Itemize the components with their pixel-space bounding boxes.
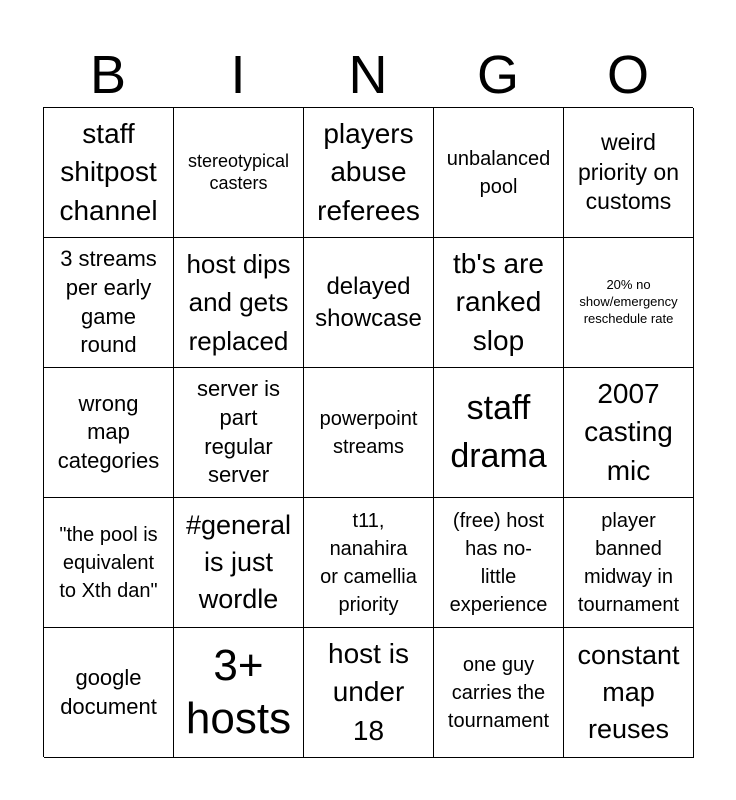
bingo-cell[interactable] — [304, 368, 434, 498]
bingo-cell[interactable] — [434, 368, 564, 498]
bingo-cell[interactable] — [304, 628, 434, 758]
cell-text: host is under 18 — [328, 637, 409, 746]
bingo-cell[interactable] — [174, 498, 304, 628]
bingo-cell[interactable] — [434, 498, 564, 628]
cell-text: constant map reuses — [577, 640, 680, 744]
cell-text: staff shitpost channel — [59, 117, 158, 226]
bingo-cell[interactable] — [564, 628, 694, 758]
cell-text: stereotypical casters — [187, 150, 290, 193]
bingo-cell[interactable] — [564, 108, 694, 238]
cell-text: 20% no show/emergency reschedule rate — [579, 277, 678, 326]
bingo-cell[interactable] — [564, 238, 694, 368]
cell-text: google document — [60, 664, 157, 719]
header-letter-o: O — [606, 45, 649, 105]
cell-text: staff drama — [450, 388, 547, 475]
cell-text: 3+ hosts — [185, 640, 292, 743]
bingo-cell[interactable] — [174, 238, 304, 368]
bingo-cell[interactable] — [564, 368, 694, 498]
bingo-cell[interactable] — [434, 108, 564, 238]
header-letter-n: N — [348, 45, 388, 105]
cell-text: tb's are ranked slop — [453, 247, 544, 356]
bingo-cell[interactable] — [44, 628, 174, 758]
cell-text: weird priority on customs — [578, 129, 679, 215]
bingo-cell[interactable] — [434, 238, 564, 368]
bingo-cell[interactable] — [174, 108, 304, 238]
cell-text: one guy carries the tournament — [447, 653, 550, 732]
bingo-cell[interactable] — [174, 628, 304, 758]
cell-text: "the pool is equivalent to Xth dan" — [59, 523, 158, 602]
bingo-cell[interactable] — [564, 498, 694, 628]
cell-text: powerpoint streams — [319, 407, 418, 458]
bingo-cell[interactable] — [304, 498, 434, 628]
cell-text: 3 streams per early game round — [60, 246, 157, 358]
bingo-cell[interactable] — [304, 108, 434, 238]
cell-text: wrong map categories — [57, 390, 160, 473]
bingo-cell[interactable] — [304, 238, 434, 368]
bingo-cell[interactable] — [44, 368, 174, 498]
cell-text: #general is just wordle — [185, 510, 292, 614]
cell-text: t11, nanahira or camellia priority — [320, 509, 417, 616]
bingo-cell[interactable] — [44, 498, 174, 628]
bingo-header — [43, 44, 693, 106]
cell-text: player banned midway in tournament — [577, 509, 680, 616]
cell-text: 2007 casting mic — [584, 377, 673, 486]
header-letter-b: B — [89, 45, 127, 105]
cell-text: host dips and gets replaced — [186, 248, 291, 356]
cell-text: server is part regular server — [196, 376, 281, 488]
bingo-cell[interactable] — [434, 628, 564, 758]
header-letter-g: G — [476, 45, 519, 105]
cell-text: delayed showcase — [315, 273, 422, 332]
bingo-cell[interactable] — [44, 238, 174, 368]
cell-text: players abuse referees — [317, 117, 420, 226]
bingo-grid — [43, 107, 693, 757]
header-letter-i: I — [230, 45, 246, 105]
bingo-cell[interactable] — [44, 108, 174, 238]
bingo-cell[interactable] — [174, 368, 304, 498]
cell-text: unbalanced pool — [446, 147, 551, 198]
cell-text: (free) host has no- little experience — [449, 509, 548, 616]
